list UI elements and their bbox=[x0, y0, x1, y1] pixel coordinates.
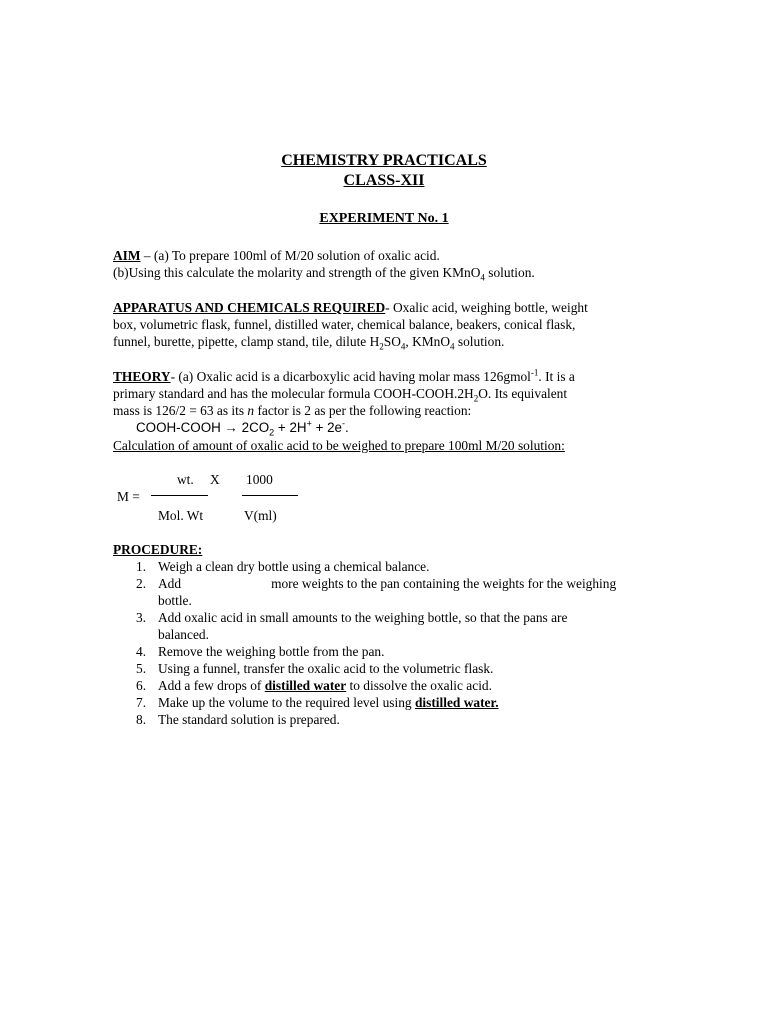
formula-num-2: 1000 bbox=[246, 472, 273, 487]
theory-label: THEORY bbox=[113, 369, 171, 384]
step-text: Using a funnel, transfer the oxalic acid to the volumetric flask. bbox=[158, 661, 494, 676]
aim-text-b: (b)Using this calculate the molarity and strength of the given KMnO bbox=[113, 265, 481, 280]
formula-divider-2 bbox=[242, 495, 298, 496]
step-number: 2. bbox=[136, 576, 147, 591]
procedure-step bbox=[113, 609, 673, 643]
experiment-heading: EXPERIMENT No. 1 bbox=[319, 211, 449, 226]
step-text: Add oxalic acid in small amounts to the weighing bottle, so that the pans are bbox=[158, 610, 568, 625]
reaction-sup-1: + bbox=[306, 418, 312, 429]
step-text: Make up the volume to the required level using bbox=[158, 695, 415, 710]
step-number: 7. bbox=[136, 695, 147, 710]
theory-line-3 bbox=[113, 402, 471, 419]
procedure-step bbox=[113, 694, 673, 711]
aim-line-2 bbox=[113, 264, 535, 281]
aim-text-c: solution. bbox=[484, 265, 535, 280]
step-text: to dissolve the oxalic acid. bbox=[346, 678, 492, 693]
reaction-b: + 2H bbox=[274, 420, 307, 435]
aim-line-1 bbox=[113, 247, 440, 264]
formula-den-2: V(ml) bbox=[244, 508, 277, 523]
procedure-heading: PROCEDURE: bbox=[113, 542, 203, 557]
reaction-sup-2: - bbox=[342, 418, 345, 429]
formula-den-1: Mol. Wt bbox=[158, 508, 204, 523]
apparatus-text-3d: solution. bbox=[454, 334, 505, 349]
theory-text-1a: - (a) Oxalic acid is a dicarboxylic acid having molar mass 126gmol bbox=[170, 369, 531, 384]
theory-text-2a: primary standard and has the molecular formula COOH-COOH.2H bbox=[113, 386, 474, 401]
step-number: 5. bbox=[136, 661, 147, 676]
theory-sub-2: 2 bbox=[473, 393, 479, 404]
procedure-step bbox=[113, 677, 673, 694]
step-text: Weigh a clean dry bottle using a chemical balance. bbox=[158, 559, 430, 574]
step-number: 4. bbox=[136, 644, 147, 659]
theory-text-2b: O. Its equivalent bbox=[478, 386, 568, 401]
reaction-sub: 2 bbox=[269, 427, 275, 438]
theory-reaction bbox=[136, 419, 349, 436]
aim-text-a: – (a) To prepare 100ml of M/20 solution of oxalic acid. bbox=[140, 248, 440, 263]
step-text: The standard solution is prepared. bbox=[158, 712, 340, 727]
calculation-heading: Calculation of amount of oxalic acid to be weighed to prepare 100ml M/20 solution: bbox=[113, 438, 565, 453]
apparatus-line-1 bbox=[113, 299, 588, 316]
formula-divider-1 bbox=[151, 495, 208, 496]
apparatus-sub-3: 4 bbox=[450, 341, 455, 352]
apparatus-line-2: box, volumetric flask, funnel, distilled water, chemical balance, beakers, conical flask, bbox=[113, 317, 576, 332]
step-text: Remove the weighing bottle from the pan. bbox=[158, 644, 385, 659]
step-text: more weights to the pan containing the weights for the weighing bbox=[271, 576, 617, 591]
formula-m-label: M = bbox=[117, 489, 140, 504]
apparatus-sub-1: 2 bbox=[379, 341, 384, 352]
apparatus-text-1: - Oxalic acid, weighing bottle, weight bbox=[385, 300, 588, 315]
reaction-a: COOH-COOH → 2CO bbox=[136, 420, 270, 435]
step-text: Add a few drops of bbox=[158, 678, 265, 693]
aim-sub: 4 bbox=[480, 272, 485, 283]
theory-line-1 bbox=[113, 368, 575, 385]
step-number: 8. bbox=[136, 712, 147, 727]
theory-sup-1: -1 bbox=[530, 367, 539, 378]
formula-num-1: wt. bbox=[177, 472, 194, 487]
apparatus-text-3c: , KMnO bbox=[405, 334, 451, 349]
step-number: 3. bbox=[136, 610, 147, 625]
procedure-step bbox=[113, 558, 673, 575]
step-emphasis: distilled water. bbox=[414, 695, 499, 710]
theory-line-2 bbox=[113, 385, 567, 402]
procedure-step bbox=[113, 711, 673, 728]
step-number: 6. bbox=[136, 678, 147, 693]
aim-label: AIM bbox=[113, 248, 141, 263]
theory-text-3a: mass is 126/2 = 63 as its bbox=[113, 403, 248, 418]
theory-italic-n: n bbox=[247, 403, 255, 418]
formula-times: X bbox=[210, 472, 220, 487]
step-text: bottle. bbox=[158, 593, 192, 608]
apparatus-text-3a: funnel, burette, pipette, clamp stand, tile, dilute H bbox=[113, 334, 380, 349]
reaction-d: . bbox=[345, 420, 349, 435]
procedure-step bbox=[113, 643, 673, 660]
theory-text-3b: factor is 2 as per the following reaction: bbox=[254, 403, 472, 418]
apparatus-sub-2: 4 bbox=[400, 341, 406, 352]
step-text: Add bbox=[158, 576, 182, 591]
page-title: CHEMISTRY PRACTICALS bbox=[281, 152, 487, 169]
step-text: balanced. bbox=[158, 627, 209, 642]
apparatus-label: APPARATUS AND CHEMICALS REQUIRED bbox=[113, 300, 386, 315]
step-emphasis: distilled water bbox=[264, 678, 347, 693]
theory-text-1b: . It is a bbox=[538, 369, 575, 384]
procedure-step bbox=[113, 660, 673, 677]
apparatus-line-3 bbox=[113, 333, 504, 350]
procedure-list bbox=[113, 558, 673, 728]
procedure-step bbox=[113, 575, 673, 609]
class-title: CLASS-XII bbox=[343, 172, 425, 189]
step-number: 1. bbox=[136, 559, 147, 574]
apparatus-text-3b: SO bbox=[383, 334, 401, 349]
reaction-c: + 2e bbox=[311, 420, 342, 435]
